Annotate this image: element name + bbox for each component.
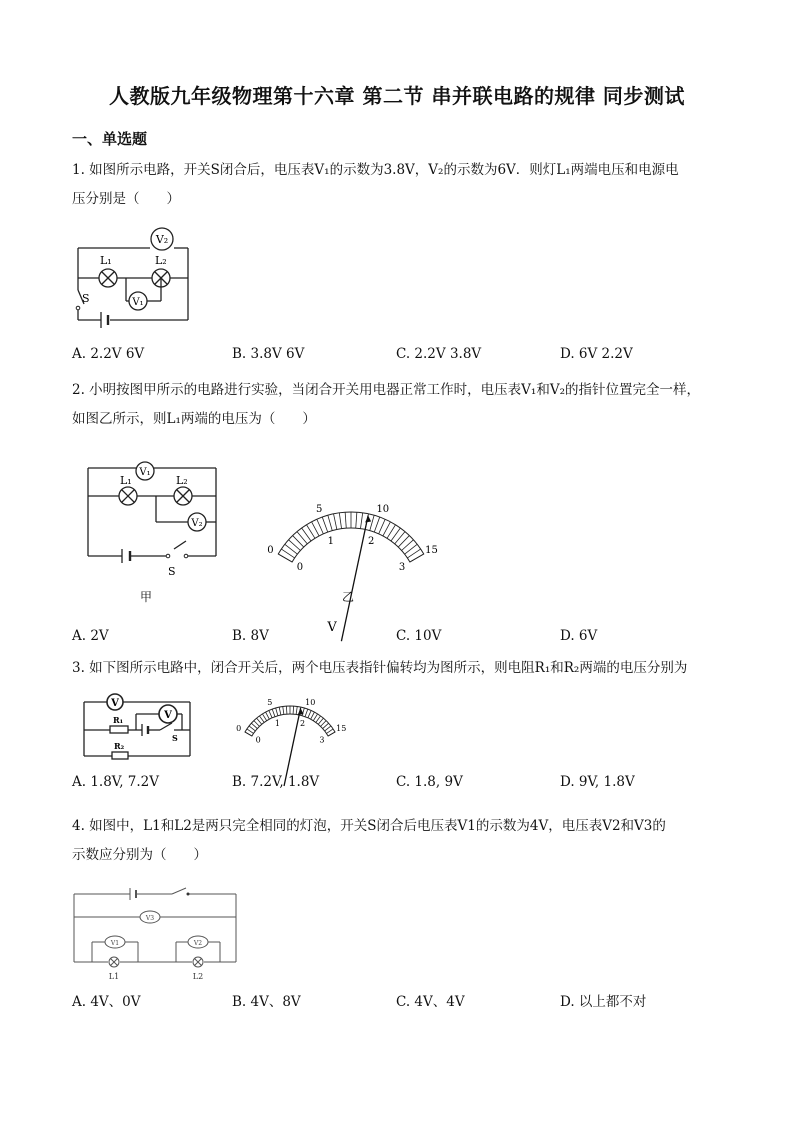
q3-meter-inner-tick-label: 1 <box>274 719 280 729</box>
q3-option-c[interactable]: C. 1.8, 9V <box>396 774 463 790</box>
q1-l1-label: L₁ <box>100 254 112 267</box>
q2-meter-needle-head <box>365 515 371 522</box>
q3-r1-label: R₁ <box>113 715 124 725</box>
q2-option-d[interactable]: D. 6V <box>560 628 598 644</box>
question-4-line1: 4. 如图中，L1和L2是两只完全相同的灯泡，开关S闭合后电压表V1的示数为4V，电压表V2和V3的 <box>72 818 666 834</box>
q4-option-a[interactable]: A. 4V、0V <box>72 994 141 1010</box>
q3-meter-inner-tick-label: 2 <box>300 719 306 729</box>
q4-option-c[interactable]: C. 4V、4V <box>396 994 465 1010</box>
q2-option-c[interactable]: C. 10V <box>396 628 442 644</box>
question-3-text <box>72 654 752 683</box>
q3-meter-needle-head <box>298 708 304 715</box>
question-2-text <box>72 376 722 434</box>
question-1-circuit-diagram <box>70 222 200 328</box>
question-1-line1: 1. 如图所示电路，开关S闭合后，电压表V₁的示数为3.8V，V₂的示数为6V．则灯L₁两端电压和电源电 <box>72 162 679 178</box>
q3-meter-inner-tick-label: 0 <box>255 735 261 745</box>
question-1-line2: 压分别是（ ） <box>72 191 180 207</box>
q4-v2-label: V2 <box>193 940 203 947</box>
question-2-line2: 如图乙所示，则L₁两端的电压为（ ） <box>72 411 316 427</box>
q3-option-a[interactable]: A. 1.8V, 7.2V <box>72 774 159 790</box>
question-2-circuit-diagram <box>78 458 228 578</box>
q3-option-d[interactable]: D. 9V, 1.8V <box>560 774 635 790</box>
q2-meter-inner-tick-label: 1 <box>327 536 335 548</box>
q3-meter-outer-tick-label: 15 <box>336 724 347 734</box>
q2-v2-label: V₂ <box>191 518 203 529</box>
q1-option-c[interactable]: C. 2.2V 3.8V <box>396 346 482 362</box>
q3-r2-label: R₂ <box>114 741 125 751</box>
q2-meter-outer-tick-label: 15 <box>425 545 438 556</box>
question-2-line1: 2. 小明按图甲所示的电路进行实验，当闭合开关用电器正常工作时，电压表V₁和V₂的指针位置完全一样， <box>72 382 700 398</box>
q3-meter-outer-tick-label: 5 <box>267 698 273 708</box>
q1-option-a[interactable]: A. 2.2V 6V <box>72 346 145 362</box>
question-3-voltmeter-dial <box>228 690 352 756</box>
question-3-circuit-diagram <box>76 690 196 764</box>
q4-l2-label: L2 <box>192 972 204 981</box>
q1-v1-label: V₁ <box>132 297 144 308</box>
q1-option-d[interactable]: D. 6V 2.2V <box>560 346 633 362</box>
q1-switch-label: S <box>82 292 90 305</box>
q2-meter-inner-tick-label: 2 <box>367 536 375 548</box>
q1-l2-label: L₂ <box>155 254 167 267</box>
q4-option-d[interactable]: D. 以上都不对 <box>560 994 647 1010</box>
question-4-text <box>72 812 722 870</box>
q2-meter-inner-tick-label: 0 <box>296 562 304 573</box>
q2-option-b[interactable]: B. 8V <box>232 628 269 644</box>
q2-v1-label: V₁ <box>139 467 151 478</box>
q3-meter-outer-tick-label: 10 <box>305 698 316 708</box>
page-title: 人教版九年级物理第十六章 第二节 串并联电路的规律 同步测试 <box>109 84 685 108</box>
q2-meter-inner-tick-label: 3 <box>398 562 406 573</box>
q1-v2-label: V₂ <box>155 233 169 246</box>
q3-switch-label: S <box>172 733 178 743</box>
q2-meter-outer-tick-label: 5 <box>316 504 323 516</box>
q2-l2-label: L₂ <box>176 474 188 487</box>
q2-l1-label: L₁ <box>120 474 132 487</box>
q2-meter-tick-marks <box>278 512 423 562</box>
q4-l1-label: L1 <box>108 972 120 981</box>
q3-option-b[interactable]: B. 7.2V, 1.8V <box>232 774 320 790</box>
q2-caption-yi: 乙 <box>342 590 355 604</box>
q3-v-left-label: V <box>111 698 119 709</box>
q3-meter-inner-tick-label: 3 <box>319 735 325 745</box>
q3-meter-outer-tick-label: 0 <box>236 724 242 734</box>
q4-v3-label: V3 <box>145 915 155 922</box>
q2-meter-outer-tick-label: 0 <box>267 545 274 556</box>
q3-meter-tick-marks <box>245 706 335 736</box>
section-heading: 一、单选题 <box>72 130 148 148</box>
question-4-circuit-diagram <box>70 884 242 984</box>
q1-option-b[interactable]: B. 3.8V 6V <box>232 346 305 362</box>
question-3-line1: 3. 如下图所示电路中，闭合开关后，两个电压表指针偏转均为图所示，则电阻R₁和R₂两端的电压分别为 <box>72 660 688 676</box>
q2-caption-jia: 甲 <box>140 590 153 604</box>
q2-meter-outer-tick-label: 10 <box>376 504 390 516</box>
q4-v1-label: V1 <box>110 940 120 947</box>
q2-option-a[interactable]: A. 2V <box>72 628 109 644</box>
q4-option-b[interactable]: B. 4V、8V <box>232 994 301 1010</box>
q3-v-right-label: V <box>164 710 172 721</box>
q2-meter-unit-label: V <box>327 620 337 636</box>
question-1-text <box>72 156 722 214</box>
question-4-line2: 示数应分别为（ ） <box>72 847 207 863</box>
q2-switch-label: S <box>168 565 176 578</box>
q2-meter-needle <box>341 515 368 641</box>
